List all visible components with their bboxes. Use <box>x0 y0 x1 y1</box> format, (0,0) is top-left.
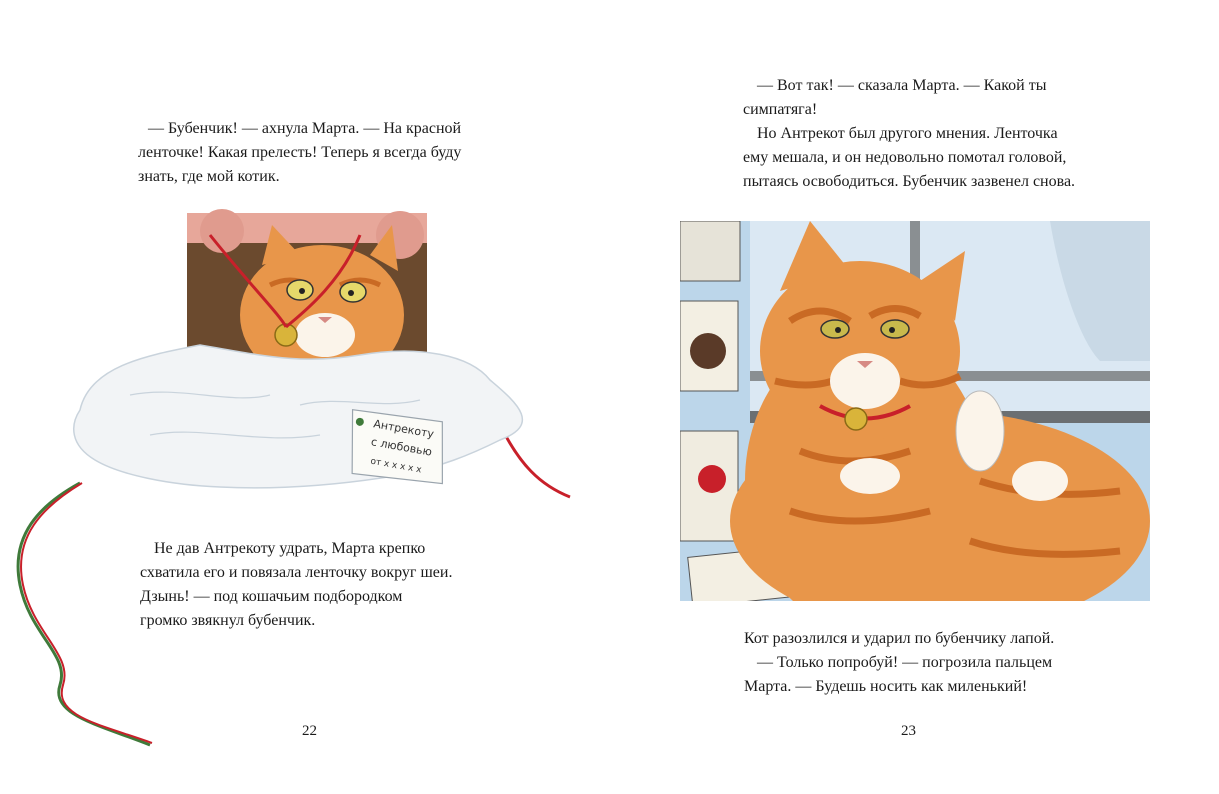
gift-cat-illustration <box>0 205 600 765</box>
text-line: — Вот так! — сказала Марта. — Какой ты <box>757 77 1047 94</box>
text-line: Не дав Антрекоту удрать, Марта крепко <box>154 540 426 557</box>
cat-paw <box>956 391 1004 471</box>
text-line: Марта. — Будешь носить как миленький! <box>744 678 1028 695</box>
page-number-right: 23 <box>901 723 916 739</box>
bell-icon <box>845 408 867 430</box>
right-paragraph-2 <box>744 627 1054 699</box>
right-page <box>609 0 1219 794</box>
tag-line: с любовью <box>370 435 433 459</box>
window-cat-illustration <box>680 221 1150 601</box>
text-line: знать, где мой котик. <box>138 168 280 185</box>
tag-line: от х х х х х <box>369 456 423 476</box>
text-line: Дзынь! — под кошачьим подбородком <box>140 588 403 605</box>
text-line: пытаясь освободиться. Бубенчик зазвенел снова. <box>743 173 1076 190</box>
text-line: ленточке! Какая прелесть! Теперь я всегда буду <box>138 144 462 161</box>
text-line: схватила его и повязала ленточку вокруг шеи. <box>140 564 453 581</box>
text-line: громко звякнул бубенчик. <box>140 612 316 629</box>
right-paragraph-1 <box>743 74 1076 194</box>
left-paragraph-1 <box>138 117 462 189</box>
text-line: Кот разозлился и ударил по бубенчику лапой. <box>744 630 1055 647</box>
text-line: симпатяга! <box>743 101 818 118</box>
tag-line: Антрекоту <box>372 417 435 441</box>
text-line: ему мешала, и он недовольно помотал головой, <box>743 149 1067 166</box>
left-page <box>0 0 609 794</box>
tissue-paper <box>74 345 523 488</box>
bell-icon <box>275 324 297 346</box>
left-paragraph-2 <box>140 537 453 633</box>
ribbon-trail <box>18 483 150 745</box>
text-line: — Бубенчик! — ахнула Марта. — На красной <box>148 120 462 137</box>
page-number-left: 22 <box>302 723 317 739</box>
text-line: — Только попробуй! — погрозила пальцем <box>757 654 1053 671</box>
text-line: Но Антрекот был другого мнения. Ленточка <box>757 125 1058 142</box>
